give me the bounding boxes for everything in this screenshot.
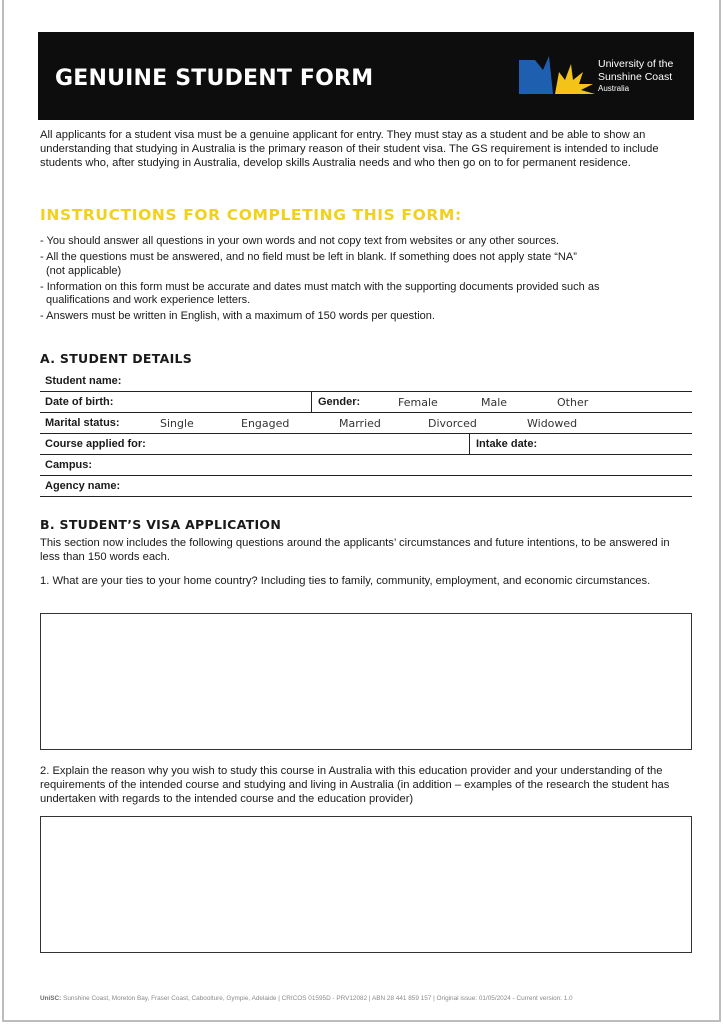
marital-option-widowed[interactable]: Widowed: [527, 417, 578, 430]
instructions-list: [40, 235, 692, 326]
intake-date-label: Intake date:: [476, 438, 538, 450]
header-banner: [38, 32, 694, 120]
marital-status-row: [40, 413, 692, 434]
instruction-item: - All the questions must be answered, and no field must be left in blank. If something does not apply state “NA” (not applicable): [40, 251, 577, 277]
instructions-heading: INSTRUCTIONS FOR COMPLETING THIS FORM:: [40, 206, 462, 224]
course-intake-row[interactable]: [40, 434, 692, 455]
question-2-answer-box[interactable]: [40, 816, 692, 953]
instruction-item: - Answers must be written in English, with a maximum of 150 words per question.: [40, 310, 435, 322]
column-divider: [311, 392, 312, 412]
gender-option-male[interactable]: Male: [481, 396, 508, 409]
dob-gender-row: [40, 392, 692, 413]
section-a-title: A. STUDENT DETAILS: [40, 351, 193, 366]
student-name-row[interactable]: [40, 371, 692, 392]
question-1: 1. What are your ties to your home country? Including ties to family, community, employment, and economic circumstances.: [40, 575, 651, 587]
column-divider: [469, 434, 470, 454]
footer-text: Sunshine Coast, Moreton Bay, Fraser Coast, Caboolture, Gympie, Adelaide | CRICOS 01595D - PRV12082 | ABN 28 441 859 157 | Original issue: 01/05/2024 - Current version: 1.0: [61, 995, 573, 1002]
instruction-item: - Information on this form must be accurate and dates must match with the supporting documents provided such as qualifications and work experience letters.: [40, 280, 600, 306]
course-label: Course applied for:: [45, 438, 146, 450]
section-b-intro: This section now includes the following questions around the applicants’ circumstances and future intentions, to be answered in less than 150 words each.: [40, 537, 670, 563]
marital-option-engaged[interactable]: Engaged: [241, 417, 290, 430]
agency-row[interactable]: [40, 476, 692, 497]
student-details-table: [40, 371, 692, 497]
marital-option-single[interactable]: Single: [160, 417, 194, 430]
footer-brand: UniSC:: [40, 995, 62, 1002]
page-footer: [40, 995, 700, 1002]
gender-option-female[interactable]: Female: [398, 396, 438, 409]
university-logo-text: [598, 58, 673, 96]
gender-option-other[interactable]: Other: [557, 396, 589, 409]
question-2: 2. Explain the reason why you wish to study this course in Australia with this education provider and your understanding of the requirements of the intended course and studying and living in Australia (in addition – examples of the research the student has undertaken with regards to the intended course and the education provider): [40, 765, 670, 805]
logo-line-2: Sunshine Coast: [598, 70, 673, 83]
campus-label: Campus:: [45, 459, 93, 471]
question-1-answer-box[interactable]: [40, 613, 692, 750]
marital-option-married[interactable]: Married: [339, 417, 381, 430]
marital-status-label: Marital status:: [45, 417, 120, 429]
section-b-title: B. STUDENT’S VISA APPLICATION: [40, 517, 282, 532]
campus-row[interactable]: [40, 455, 692, 476]
dob-label: Date of birth:: [45, 396, 114, 408]
university-logo-icon: [519, 56, 595, 98]
form-title: GENUINE STUDENT FORM: [55, 66, 374, 91]
gender-label: Gender:: [318, 396, 361, 408]
student-name-label: Student name:: [45, 375, 122, 387]
agency-label: Agency name:: [45, 480, 121, 492]
document-page: [2, 0, 721, 1022]
intro-paragraph: All applicants for a student visa must be a genuine applicant for entry. They must stay as a student and be able to show an understanding that studying in Australia is the primary reason of their student visa. The GS requirement is intended to include students who, after studying in Australia, develop skills Australia needs and who then go on to for permanent residence.: [40, 129, 659, 169]
logo-line-3: Australia: [598, 84, 630, 93]
instruction-item: - You should answer all questions in your own words and not copy text from websites or any other sources.: [40, 235, 560, 247]
logo-line-1: University of the: [598, 58, 674, 70]
marital-option-divorced[interactable]: Divorced: [428, 417, 477, 430]
